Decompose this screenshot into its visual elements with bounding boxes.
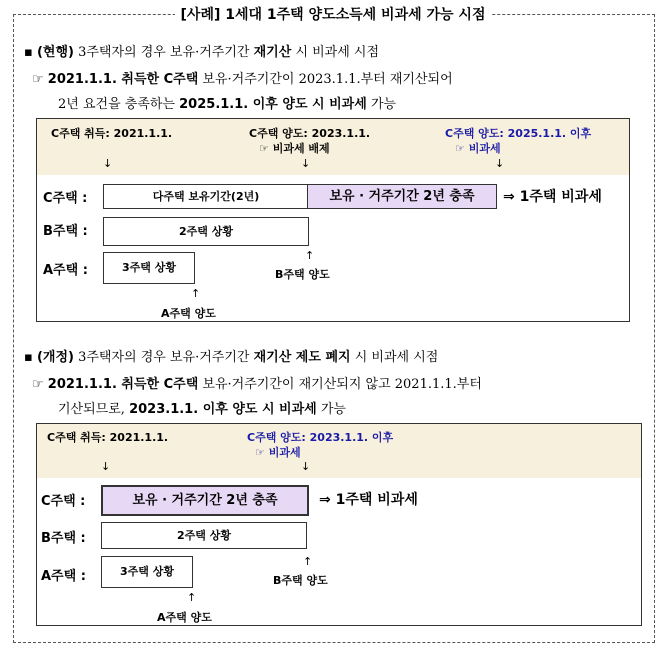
b-transfer-label: B주택 양도	[273, 574, 328, 587]
c-acquire-label: C주택 취득: 2021.1.1.	[47, 431, 169, 444]
b-house-label: B주택 :	[43, 224, 88, 239]
current-tag: (현행)	[36, 45, 74, 60]
current-timeline-diagram	[36, 118, 630, 322]
c-holding-period-bar: 보유 · 거주기간 2년 충족	[307, 184, 497, 209]
c-transfer-after-label: C주택 양도: 2023.1.1. 이후	[247, 431, 394, 444]
arrow-down-icon: ↓	[301, 460, 311, 473]
a-house-label: A주택 :	[41, 569, 86, 584]
revised-timeline-diagram	[36, 423, 642, 626]
c-acquire-label: C주택 취득: 2021.1.1.	[51, 127, 173, 140]
case-title: [사례] 1세대 1주택 양도소득세 비과세 가능 시점	[0, 4, 666, 24]
b-two-house-bar: 2주택 상황	[101, 522, 307, 549]
b-two-house-bar: 2주택 상황	[103, 217, 309, 246]
c-after-exemption: ☞ 비과세	[455, 142, 501, 155]
arrow-up-icon: ↑	[187, 591, 197, 604]
pointing-hand-icon: ☞	[32, 377, 44, 392]
b-house-label: B주택 :	[41, 531, 86, 546]
c-after-label: C주택 양도: 2025.1.1. 이후	[445, 127, 592, 140]
c-transfer-label: C주택 양도: 2023.1.1.	[249, 127, 371, 140]
c-multi-house-period-bar: 다주택 보유기간(2년)	[103, 184, 309, 209]
a-transfer-label: A주택 양도	[157, 611, 212, 624]
arrow-down-icon: ↓	[301, 157, 311, 170]
a-three-house-bar: 3주택 상황	[101, 556, 193, 588]
current-heading: ▪ (현행) 3주택자의 경우 보유·거주기간 재기산 시 비과세 시점	[24, 45, 380, 60]
c-result-exemption: ⇒ 1주택 비과세	[503, 189, 602, 205]
c-result-exemption: ⇒ 1주택 비과세	[319, 492, 418, 508]
c-transfer-exclusion: ☞ 비과세 배제	[259, 142, 330, 155]
arrow-down-icon: ↓	[101, 460, 111, 473]
c-holding-period-bar: 보유 · 거주기간 2년 충족	[101, 485, 309, 516]
arrow-up-icon: ↑	[303, 555, 313, 568]
arrow-down-icon: ↓	[103, 157, 113, 170]
a-transfer-label: A주택 양도	[161, 307, 216, 320]
revised-heading: ▪ (개정) 3주택자의 경우 보유·거주기간 재기산 제도 폐지 시 비과세 시점	[24, 350, 439, 365]
pointing-hand-icon: ☞	[32, 72, 44, 87]
c-transfer-exemption: ☞ 비과세	[255, 446, 301, 459]
arrow-up-icon: ↑	[191, 287, 201, 300]
revised-note-line1: ☞ 2021.1.1. 취득한 C주택 보유·거주기간이 재기산되지 않고 2021.1.1.부터	[32, 377, 482, 392]
arrow-up-icon: ↑	[305, 249, 315, 262]
a-house-label: A주택 :	[43, 263, 88, 278]
current-note-line1: ☞ 2021.1.1. 취득한 C주택 보유·거주기간이 2023.1.1.부터 재기산되어	[32, 72, 453, 87]
revised-note-line2: 기산되므로, 2023.1.1. 이후 양도 시 비과세 가능	[58, 402, 346, 417]
current-note-line2: 2년 요건을 충족하는 2025.1.1. 이후 양도 시 비과세 가능	[58, 97, 397, 112]
c-house-label: C주택 :	[43, 191, 88, 206]
b-transfer-label: B주택 양도	[275, 268, 330, 281]
c-house-label: C주택 :	[41, 494, 86, 509]
arrow-down-icon: ↓	[495, 157, 505, 170]
revised-tag: (개정)	[36, 350, 74, 365]
a-three-house-bar: 3주택 상황	[103, 252, 195, 284]
